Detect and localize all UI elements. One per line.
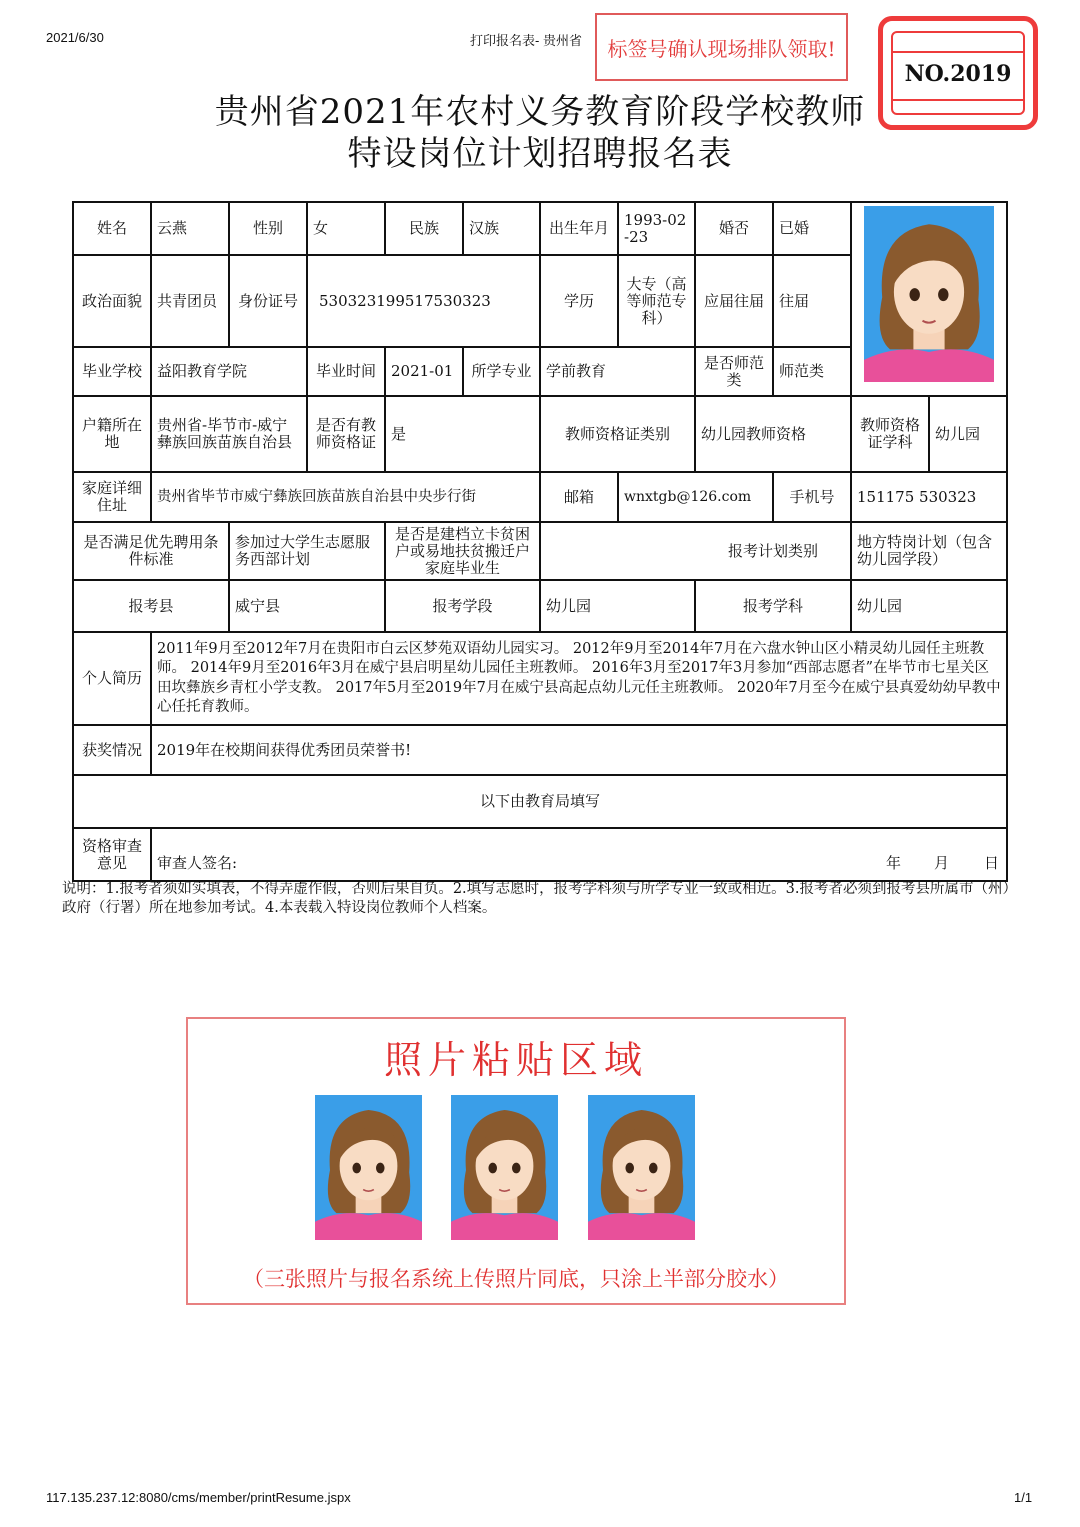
remark-text: 说明：1.报考者须如实填表，不得弄虚作假，否则后果自负。2.填写志愿时，报考学科须与所学专业一致或相近。3.报考者必须到报考县所属市（州）政府（行署）所在地参加考试。4.本表载入特设岗位教师个人档案。	[62, 881, 1017, 916]
education-label: 学历	[563, 291, 594, 310]
education-value: 大专（高等师范专科）	[626, 274, 687, 327]
school-label: 毕业学校	[81, 362, 142, 380]
plan-type-value: 地方特岗计划（包含幼儿园学段）	[857, 533, 993, 568]
political-label: 政治面貌	[81, 291, 142, 310]
major-label: 所学专业	[471, 362, 532, 380]
resume-label: 个人简历	[81, 669, 142, 687]
ethnicity-label: 民族	[408, 219, 439, 237]
id-number-label: 身份证号	[237, 291, 298, 310]
marital-value: 已婚	[779, 219, 810, 237]
graduate-type-value: 往届	[779, 291, 810, 310]
print-date: 2021/6/30	[46, 30, 104, 45]
reviewer-signature-label: 审查人签名:	[157, 853, 238, 872]
name-label: 姓名	[96, 219, 127, 237]
bureau-note: 以下由教育局填写	[479, 792, 600, 810]
normal-value: 师范类	[779, 362, 825, 380]
queue-notice-label: 标签号确认现场排队领取!	[595, 13, 848, 81]
name-value: 云燕	[157, 219, 188, 237]
page-title-line1: 贵州省2021年农村义务教育阶段学校教师	[214, 92, 866, 132]
marital-label: 婚否	[718, 219, 749, 237]
grad-time-value: 2021-01	[391, 362, 454, 380]
review-day-label: 日	[984, 853, 1000, 872]
address-value: 贵州省毕节市威宁彝族回族苗族自治县中央步行街	[157, 488, 476, 505]
footer-page-number: 1/1	[1014, 1490, 1033, 1505]
grad-time-label: 毕业时间	[315, 362, 376, 380]
cert-type-value: 幼儿园教师资格	[701, 424, 807, 443]
page-title-line2: 特设岗位计划招聘报名表	[347, 134, 733, 174]
county-value: 威宁县	[235, 596, 281, 615]
gender-value: 女	[313, 219, 329, 237]
priority-label: 是否满足优先聘用条件标准	[83, 533, 219, 568]
birth-label: 出生年月	[548, 219, 609, 237]
major-value: 学前教育	[546, 362, 607, 380]
print-title: 打印报名表- 贵州省	[470, 33, 582, 48]
photo-paste-area	[186, 1017, 846, 1305]
photo-copy-2	[451, 1095, 558, 1240]
footer-url: 117.135.237.12:8080/cms/member/printResume.jspx	[46, 1490, 351, 1505]
photo-area-title: 照片粘贴区域	[383, 1038, 648, 1082]
has-cert-label: 是否有教师资格证	[315, 416, 376, 451]
id-number-value: 530323199517530323	[319, 291, 491, 310]
plan-type-label: 报考计划类别	[727, 541, 818, 560]
political-value: 共青团员	[157, 291, 218, 310]
cert-type-label: 教师资格证类别	[564, 424, 670, 443]
graduate-type-label: 应届往届	[703, 291, 764, 310]
resume-value: 2011年9月至2012年7月在贵阳市白云区梦苑双语幼儿园实习。 2012年9月至2014年7月在六盘水钟山区小精灵幼儿园任主班教师。 2014年9月至2016年3月在威宁县启明星幼儿园任主班教师。 2016年3月至2017年3月参加“西部志愿者”在毕节市七星关区田坎彝族乡青杠小学支教。 2017年5月至2019年7月在威宁县高起点幼儿元任主班教师。 2020年7月至今在威宁县真爱幼幼早教中心任托育教师。	[157, 640, 1001, 715]
birth-value: 1993-02-23	[624, 210, 687, 246]
ethnicity-value: 汉族	[469, 219, 500, 237]
hukou-label: 户籍所在地	[81, 416, 142, 451]
email-label: 邮箱	[563, 487, 594, 506]
address-label: 家庭详细住址	[81, 479, 142, 514]
hukou-value: 贵州省-毕节市-威宁彝族回族苗族自治县	[157, 416, 293, 451]
normal-label: 是否师范类	[703, 353, 764, 389]
phone-value: 151175 530323	[857, 487, 977, 506]
gender-label: 性别	[252, 219, 283, 237]
subject-label: 报考学科	[742, 596, 803, 615]
applicant-photo	[864, 206, 994, 382]
photo-copy-1	[315, 1095, 422, 1240]
cert-subject-value: 幼儿园	[935, 424, 981, 443]
county-label: 报考县	[128, 596, 174, 615]
photo-area-note: （三张照片与报名系统上传照片同底，只涂上半部分胶水）	[243, 1267, 789, 1291]
volunteer-label: 参加过大学生志愿服务西部计划	[235, 533, 371, 568]
photo-copy-3	[588, 1095, 695, 1240]
has-cert-value: 是	[391, 424, 407, 443]
phone-label: 手机号	[789, 487, 835, 506]
review-label: 资格审查意见	[81, 836, 142, 872]
review-month-label: 月	[934, 853, 950, 872]
stage-label: 报考学段	[432, 596, 493, 615]
award-value: 2019年在校期间获得优秀团员荣誉书!	[157, 740, 412, 759]
review-year-label: 年	[886, 853, 902, 872]
cert-subject-label: 教师资格证学科	[859, 416, 920, 451]
email-value: wnxtgb@126.com	[624, 488, 752, 505]
stage-value: 幼儿园	[546, 596, 592, 615]
subject-value: 幼儿园	[857, 596, 903, 615]
award-label: 获奖情况	[81, 740, 142, 759]
stamp-number: NO.2019	[904, 61, 1012, 87]
school-value: 益阳教育学院	[157, 362, 248, 380]
poverty-label: 是否是建档立卡贫困户或易地扶贫搬迁户家庭毕业生	[394, 524, 530, 577]
